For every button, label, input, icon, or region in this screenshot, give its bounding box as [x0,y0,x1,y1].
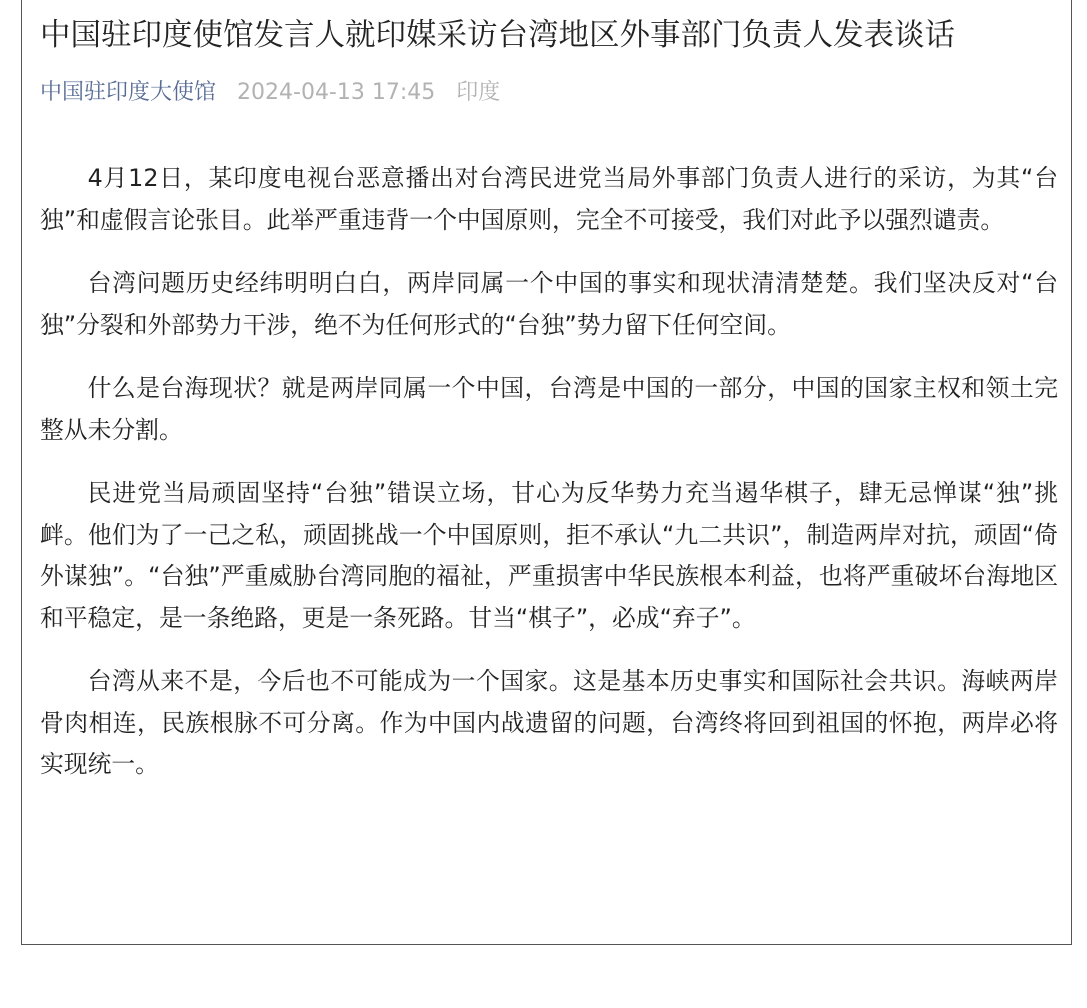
article-meta [40,76,500,110]
paragraph-3: 什么是台海现状？就是两岸同属一个中国，台湾是中国的一部分，中国的国家主权和领土完整从未分割。 [40,374,1058,444]
paragraph-2: 台湾问题历史经纬明明白白，两岸同属一个中国的事实和现状清清楚楚。我们坚决反对“台独”分裂和外部势力干涉，绝不为任何形式的“台独”势力留下任何空间。 [40,269,1058,339]
article-body [40,158,1058,808]
article-title: 中国驻印度使馆发言人就印媒采访台湾地区外事部门负责人发表谈话 [40,18,955,53]
article-card [21,0,1072,945]
paragraph-4: 民进党当局顽固坚持“台独”错误立场，甘心为反华势力充当遏华棋子，肆无忌惮谋“独”挑衅。他们为了一己之私，顽固挑战一个中国原则，拒不承认“九二共识”，制造两岸对抗，顽固“倚外谋独”。“台独”严重威胁台湾同胞的福祉，严重损害中华民族根本利益，也将严重破坏台海地区和平稳定，是一条绝路，更是一条死路。甘当“棋子”，必成“弃子”。 [40,479,1058,632]
paragraph-5: 台湾从来不是，今后也不可能成为一个国家。这是基本历史事实和国际社会共识。海峡两岸骨肉相连，民族根脉不可分离。作为中国内战遗留的问题，台湾终将回到祖国的怀抱，两岸必将实现统一。 [40,667,1058,778]
source-link[interactable]: 中国驻印度大使馆 [40,80,217,105]
publish-region: 印度 [456,80,501,105]
publish-time: 2024-04-13 17:45 [237,80,436,105]
paragraph-1: 4月12日，某印度电视台恶意播出对台湾民进党当局外事部门负责人进行的采访，为其“台独”和虚假言论张目。此举严重违背一个中国原则，完全不可接受，我们对此予以强烈谴责。 [40,164,1058,234]
